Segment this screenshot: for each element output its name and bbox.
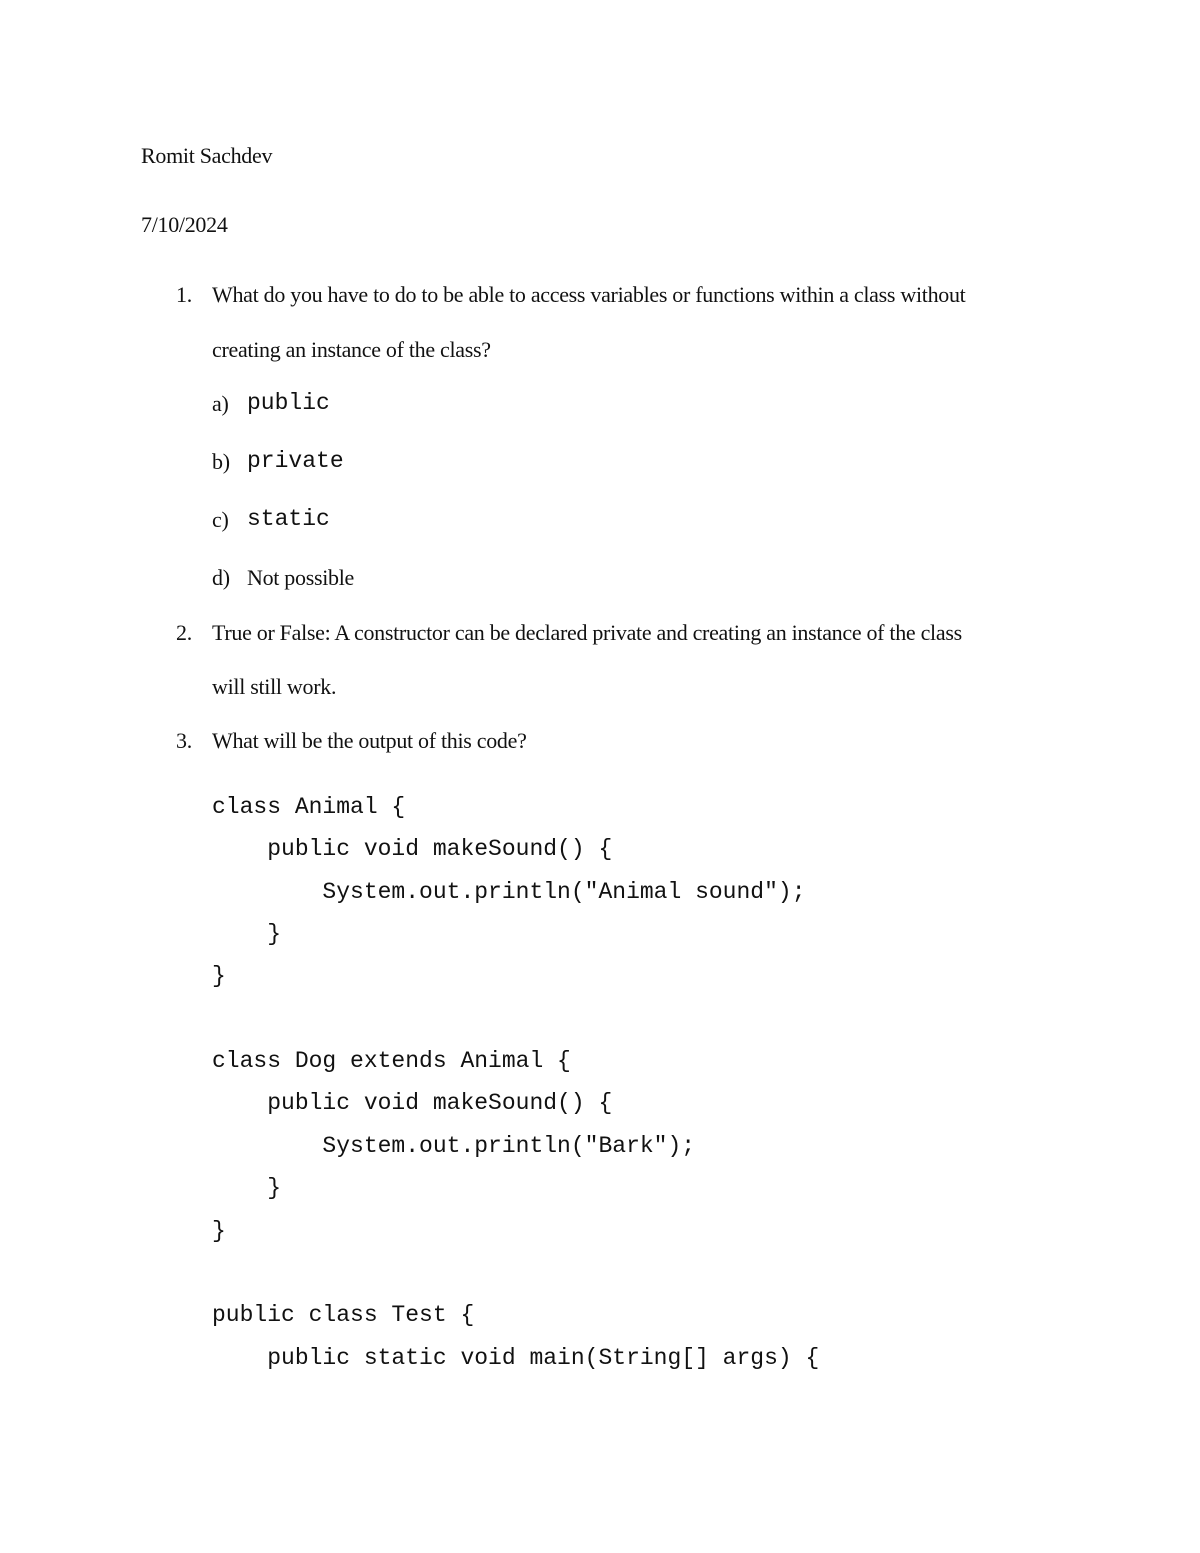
question-text-line: What will be the output of this code? <box>212 728 527 753</box>
option-text: private <box>247 448 344 474</box>
code-line: System.out.println("Animal sound"); <box>212 879 806 905</box>
code-line: } <box>212 1218 226 1244</box>
code-line: class Animal { <box>212 794 406 820</box>
option-letter: d) <box>212 565 230 590</box>
code-line: public class Test { <box>212 1302 475 1328</box>
question-number: 3. <box>176 728 192 753</box>
code-line: public void makeSound() { <box>212 1090 613 1116</box>
option-letter: b) <box>212 449 230 474</box>
option-letter: a) <box>212 391 229 416</box>
option-text: public <box>247 390 330 416</box>
question-text-line: will still work. <box>212 674 337 699</box>
option-text: Not possible <box>247 565 355 590</box>
code-line: public static void main(String[] args) { <box>212 1345 820 1371</box>
option-text: static <box>247 506 330 532</box>
question-text-line: What do you have to do to be able to access variables or functions within a class without <box>212 282 966 307</box>
code-line: class Dog extends Animal { <box>212 1048 571 1074</box>
code-line: } <box>212 963 226 989</box>
question-number: 1. <box>176 282 192 307</box>
question-text-line: creating an instance of the class? <box>212 337 491 362</box>
option-letter: c) <box>212 507 229 532</box>
document-date: 7/10/2024 <box>141 212 228 237</box>
code-line: } <box>212 921 282 947</box>
author-name: Romit Sachdev <box>141 143 273 168</box>
code-line: public void makeSound() { <box>212 836 613 862</box>
question-number: 2. <box>176 620 192 645</box>
code-line: } <box>212 1175 282 1201</box>
question-text-line: True or False: A constructor can be declared private and creating an instance of the class <box>212 620 962 645</box>
code-line: System.out.println("Bark"); <box>212 1133 696 1159</box>
